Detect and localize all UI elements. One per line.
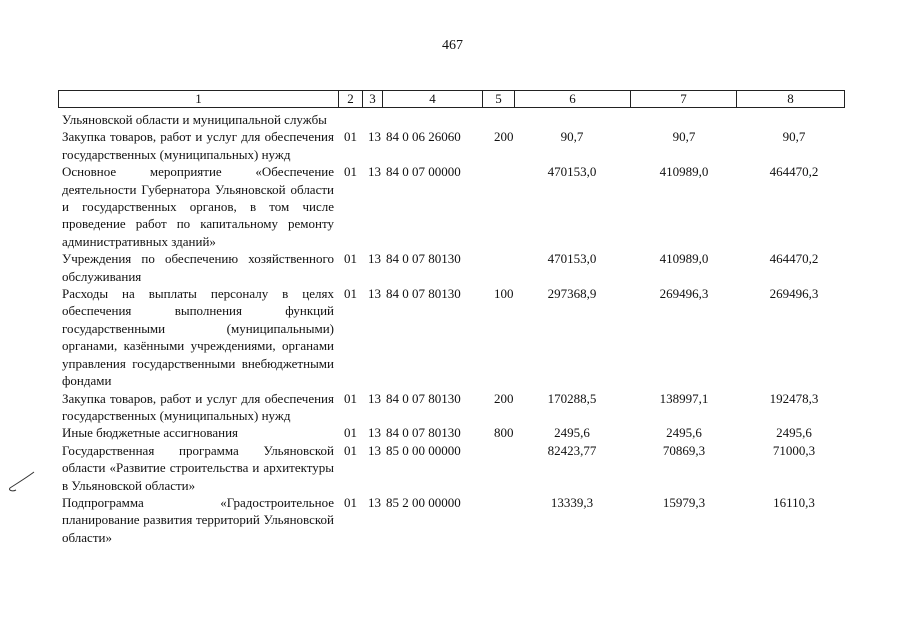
header-col-2: 2 — [339, 91, 363, 108]
section-code: 01 — [344, 425, 357, 441]
amount-col-6: 470153,0 — [547, 251, 597, 267]
section-code: 01 — [344, 390, 357, 406]
target-article-code: 84 0 07 00000 — [386, 164, 461, 180]
target-article-code: 84 0 07 80130 — [386, 425, 461, 441]
column-header-table — [58, 90, 845, 108]
amount-col-8: 464470,2 — [769, 164, 819, 180]
subsection-code: 13 — [368, 442, 381, 458]
amount-col-7: 138997,1 — [659, 390, 709, 406]
amount-col-7: 269496,3 — [659, 286, 709, 302]
header-col-7: 7 — [631, 91, 737, 108]
section-code: 01 — [344, 251, 357, 267]
row-description: Иные бюджетные ассигнования — [62, 425, 239, 441]
amount-col-6: 82423,77 — [547, 442, 597, 458]
section-code: 01 — [344, 129, 357, 145]
table-row — [62, 390, 842, 425]
table-row — [62, 128, 842, 163]
amount-col-6: 13339,3 — [550, 494, 594, 510]
target-article-code: 85 2 00 00000 — [386, 494, 461, 510]
amount-col-8: 269496,3 — [769, 286, 819, 302]
amount-col-6: 170288,5 — [547, 390, 597, 406]
amount-col-6: 2495,6 — [554, 425, 590, 441]
table-row — [62, 163, 842, 250]
amount-col-6: 297368,9 — [547, 286, 597, 302]
row-description: Закупка товаров, работ и услуг для обеспечения государственных (муниципальных) нужд — [62, 129, 334, 162]
target-article-code: 84 0 06 26060 — [386, 129, 461, 145]
expense-type-code: 200 — [494, 390, 514, 406]
amount-col-8: 16110,3 — [773, 494, 815, 510]
header-col-8: 8 — [737, 91, 845, 108]
table-row — [62, 424, 842, 441]
target-article-code: 85 0 00 00000 — [386, 442, 461, 458]
table-body — [62, 111, 842, 546]
header-col-3: 3 — [363, 91, 383, 108]
amount-col-6: 470153,0 — [547, 164, 597, 180]
row-description: Расходы на выплаты персоналу в целях обеспечения выполнения функций государственными (муниципальными) органами, казёнными учреждениями, органами управления государственными внебюджетными фондами — [62, 286, 334, 389]
subsection-code: 13 — [368, 286, 381, 302]
row-description: Государственная программа Ульяновской области «Развитие строительства и архитектуры в Ульяновской области» — [62, 442, 334, 493]
target-article-code: 84 0 07 80130 — [386, 286, 461, 302]
row-description: Ульяновской области и муниципальной службы — [62, 112, 327, 127]
target-article-code: 84 0 07 80130 — [386, 390, 461, 406]
section-code: 01 — [344, 442, 357, 458]
row-description: Основное мероприятие «Обеспечение деятельности Губернатора Ульяновской области и государственных органов, в том числе проведение работ по капитальному ремонту административных зданий» — [62, 164, 334, 249]
table-row — [62, 285, 842, 389]
subsection-code: 13 — [368, 494, 381, 510]
header-row — [59, 91, 845, 108]
header-col-6: 6 — [515, 91, 631, 108]
table-row — [62, 250, 842, 285]
table-row — [62, 442, 842, 494]
subsection-code: 13 — [368, 251, 381, 267]
amount-col-6: 90,7 — [560, 129, 584, 145]
expense-type-code: 800 — [494, 425, 514, 441]
amount-col-7: 410989,0 — [659, 251, 709, 267]
amount-col-7: 15979,3 — [662, 494, 706, 510]
amount-col-8: 71000,3 — [772, 442, 816, 458]
section-code: 01 — [344, 164, 357, 180]
row-description: Подпрограмма «Градостроительное планирование развития территорий Ульяновской области» — [62, 494, 334, 545]
amount-col-8: 2495,6 — [776, 425, 812, 441]
amount-col-7: 2495,6 — [666, 425, 702, 441]
page-number: 467 — [442, 38, 463, 53]
row-description: Закупка товаров, работ и услуг для обеспечения государственных (муниципальных) нужд — [62, 390, 334, 423]
amount-col-7: 410989,0 — [659, 164, 709, 180]
amount-col-8: 464470,2 — [769, 251, 819, 267]
subsection-code: 13 — [368, 425, 381, 441]
section-code: 01 — [344, 286, 357, 302]
amount-col-7: 90,7 — [672, 129, 696, 145]
row-description: Учреждения по обеспечению хозяйственного обслуживания — [62, 251, 334, 284]
header-col-1: 1 — [59, 91, 339, 108]
target-article-code: 84 0 07 80130 — [386, 251, 461, 267]
expense-type-code: 200 — [494, 129, 514, 145]
header-col-4: 4 — [383, 91, 483, 108]
header-col-5: 5 — [483, 91, 515, 108]
amount-col-8: 192478,3 — [769, 390, 819, 406]
amount-col-7: 70869,3 — [662, 442, 706, 458]
subsection-code: 13 — [368, 129, 381, 145]
table-row — [62, 111, 842, 128]
table-row — [62, 494, 842, 546]
amount-col-8: 90,7 — [782, 129, 806, 145]
subsection-code: 13 — [368, 390, 381, 406]
expense-type-code: 100 — [494, 286, 514, 302]
pen-mark-icon — [6, 470, 36, 498]
section-code: 01 — [344, 494, 357, 510]
subsection-code: 13 — [368, 164, 381, 180]
